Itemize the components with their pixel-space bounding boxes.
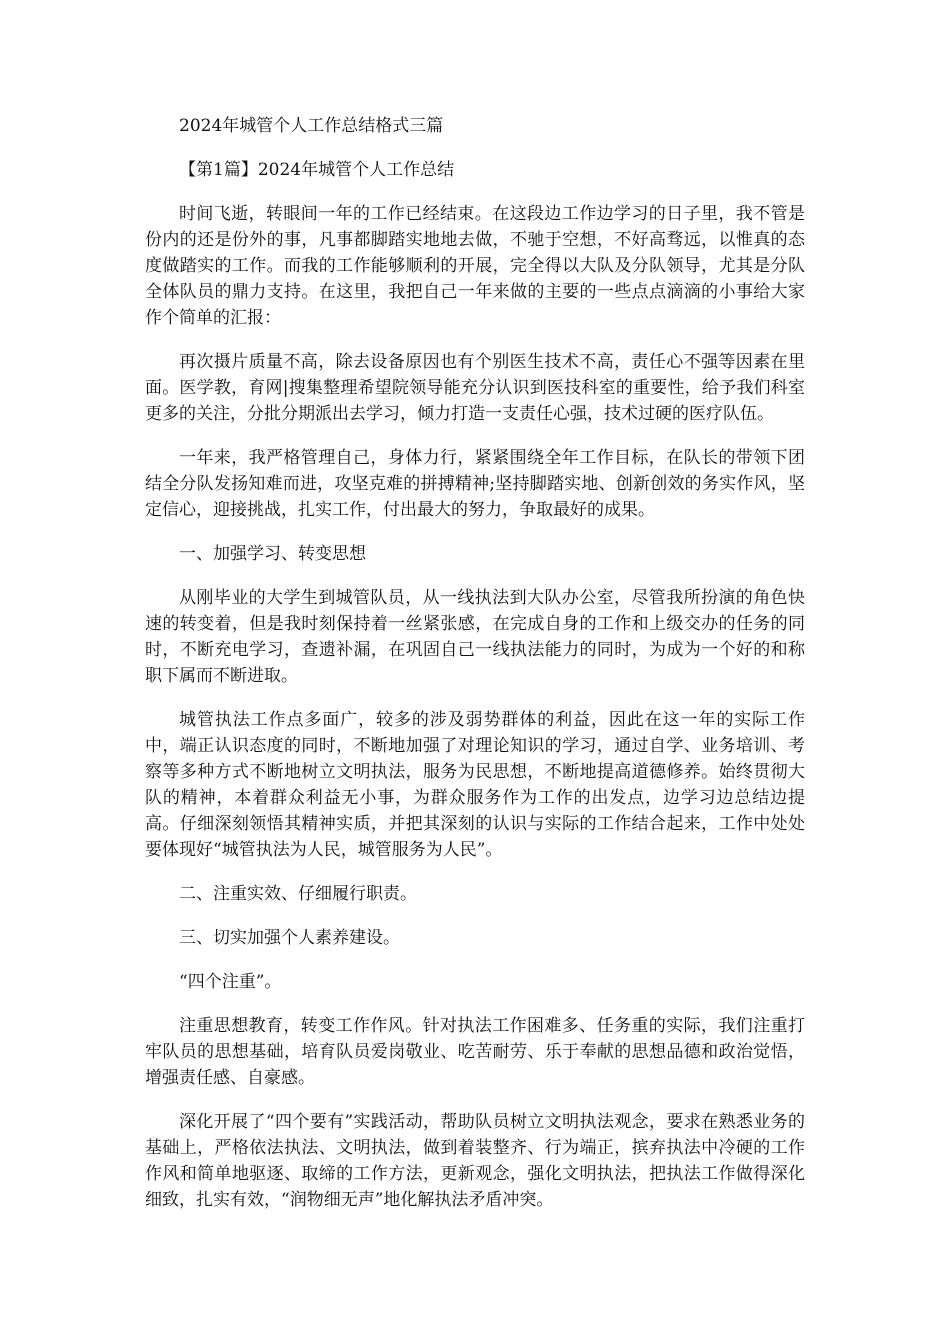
heading-section-three: 三、切实加强个人素养建设。	[179, 928, 400, 948]
paragraph-intro: 时间飞逝，转眼间一年的工作已经结束。在这段边工作边学习的日子里，我不管是份内的还是份外的事，凡事都脚踏实地地去做，不驰于空想，不好高骛远，以惟真的态度做踏实的工作。而我的工作能够顺利的开展，完全得以大队及分队领导，尤其是分队全体队员的鼎力支持。在这里，我把自己一年来做的主要的一些点点滴滴的小事给大家作个简单的汇报：	[145, 204, 805, 328]
paragraph-graduate-transition: 从刚毕业的大学生到城管队员，从一线执法到大队办公室，尽管我所扮演的角色快速的转变着，但是我时刻保持着一丝紧张感，在完成自身的工作和上级交办的任务的同时，不断充电学习，查遗补漏，在巩固自己一线执法能力的同时，为成为一个好的和称职下属而不断进取。	[145, 588, 805, 686]
document-title: 2024年城管个人工作总结格式三篇	[179, 116, 444, 136]
section-heading: 【第1篇】2024年城管个人工作总结	[179, 160, 455, 180]
heading-section-two: 二、注重实效、仔细履行职责。	[179, 884, 417, 904]
heading-four-emphases: “四个注重”。	[179, 972, 282, 992]
document-body	[145, 113, 805, 1231]
paragraph-enforcement-work: 城管执法工作点多面广，较多的涉及弱势群体的利益，因此在这一年的实际工作中，端正认识态度的同时，不断地加强了对理论知识的学习，通过自学、业务培训、考察等多种方式不断地树立文明执法，服务为民思想，不断地提高道德修养。始终贯彻大队的精神，本着群众利益无小事，为群众服务作为工作的出发点，边学习边总结边提高。仔细深刻领悟其精神实质，并把其深刻的认识与实际的工作结合起来，工作中处处要体现好“城管执法为人民，城管服务为人民”。	[145, 710, 805, 860]
heading-section-one: 一、加强学习、转变思想	[179, 544, 366, 564]
paragraph-imaging-quality: 再次摄片质量不高，除去设备原因也有个别医生技术不高，责任心不强等因素在里面。医学教，育网|搜集整理希望院领导能充分认识到医技科室的重要性，给予我们科室更多的关注，分批分期派出去学习，倾力打造一支责任心强，技术过硬的医疗队伍。	[145, 352, 805, 424]
paragraph-four-musts: 深化开展了“四个要有”实践活动，帮助队员树立文明执法观念，要求在熟悉业务的基础上，严格依法执法、文明执法，做到着装整齐、行为端正，摈弃执法中冷硬的工作作风和简单地驱逐、取缔的工作方法，更新观念，强化文明执法，把执法工作做得深化细致，扎实有效，“润物细无声”地化解执法矛盾冲突。	[145, 1112, 805, 1210]
paragraph-ideological-education: 注重思想教育，转变工作作风。针对执法工作困难多、任务重的实际，我们注重打牢队员的思想基础，培育队员爱岗敬业、吃苦耐劳、乐于奉献的思想品德和政治觉悟，增强责任感、自豪感。	[145, 1016, 805, 1088]
paragraph-year-summary: 一年来，我严格管理自己，身体力行，紧紧围绕全年工作目标，在队长的带领下团结全分队发扬知难而进，攻坚克难的拼搏精神;坚持脚踏实地、创新创效的务实作风，坚定信心，迎接挑战，扎实工作，付出最大的努力，争取最好的成果。	[145, 448, 805, 520]
